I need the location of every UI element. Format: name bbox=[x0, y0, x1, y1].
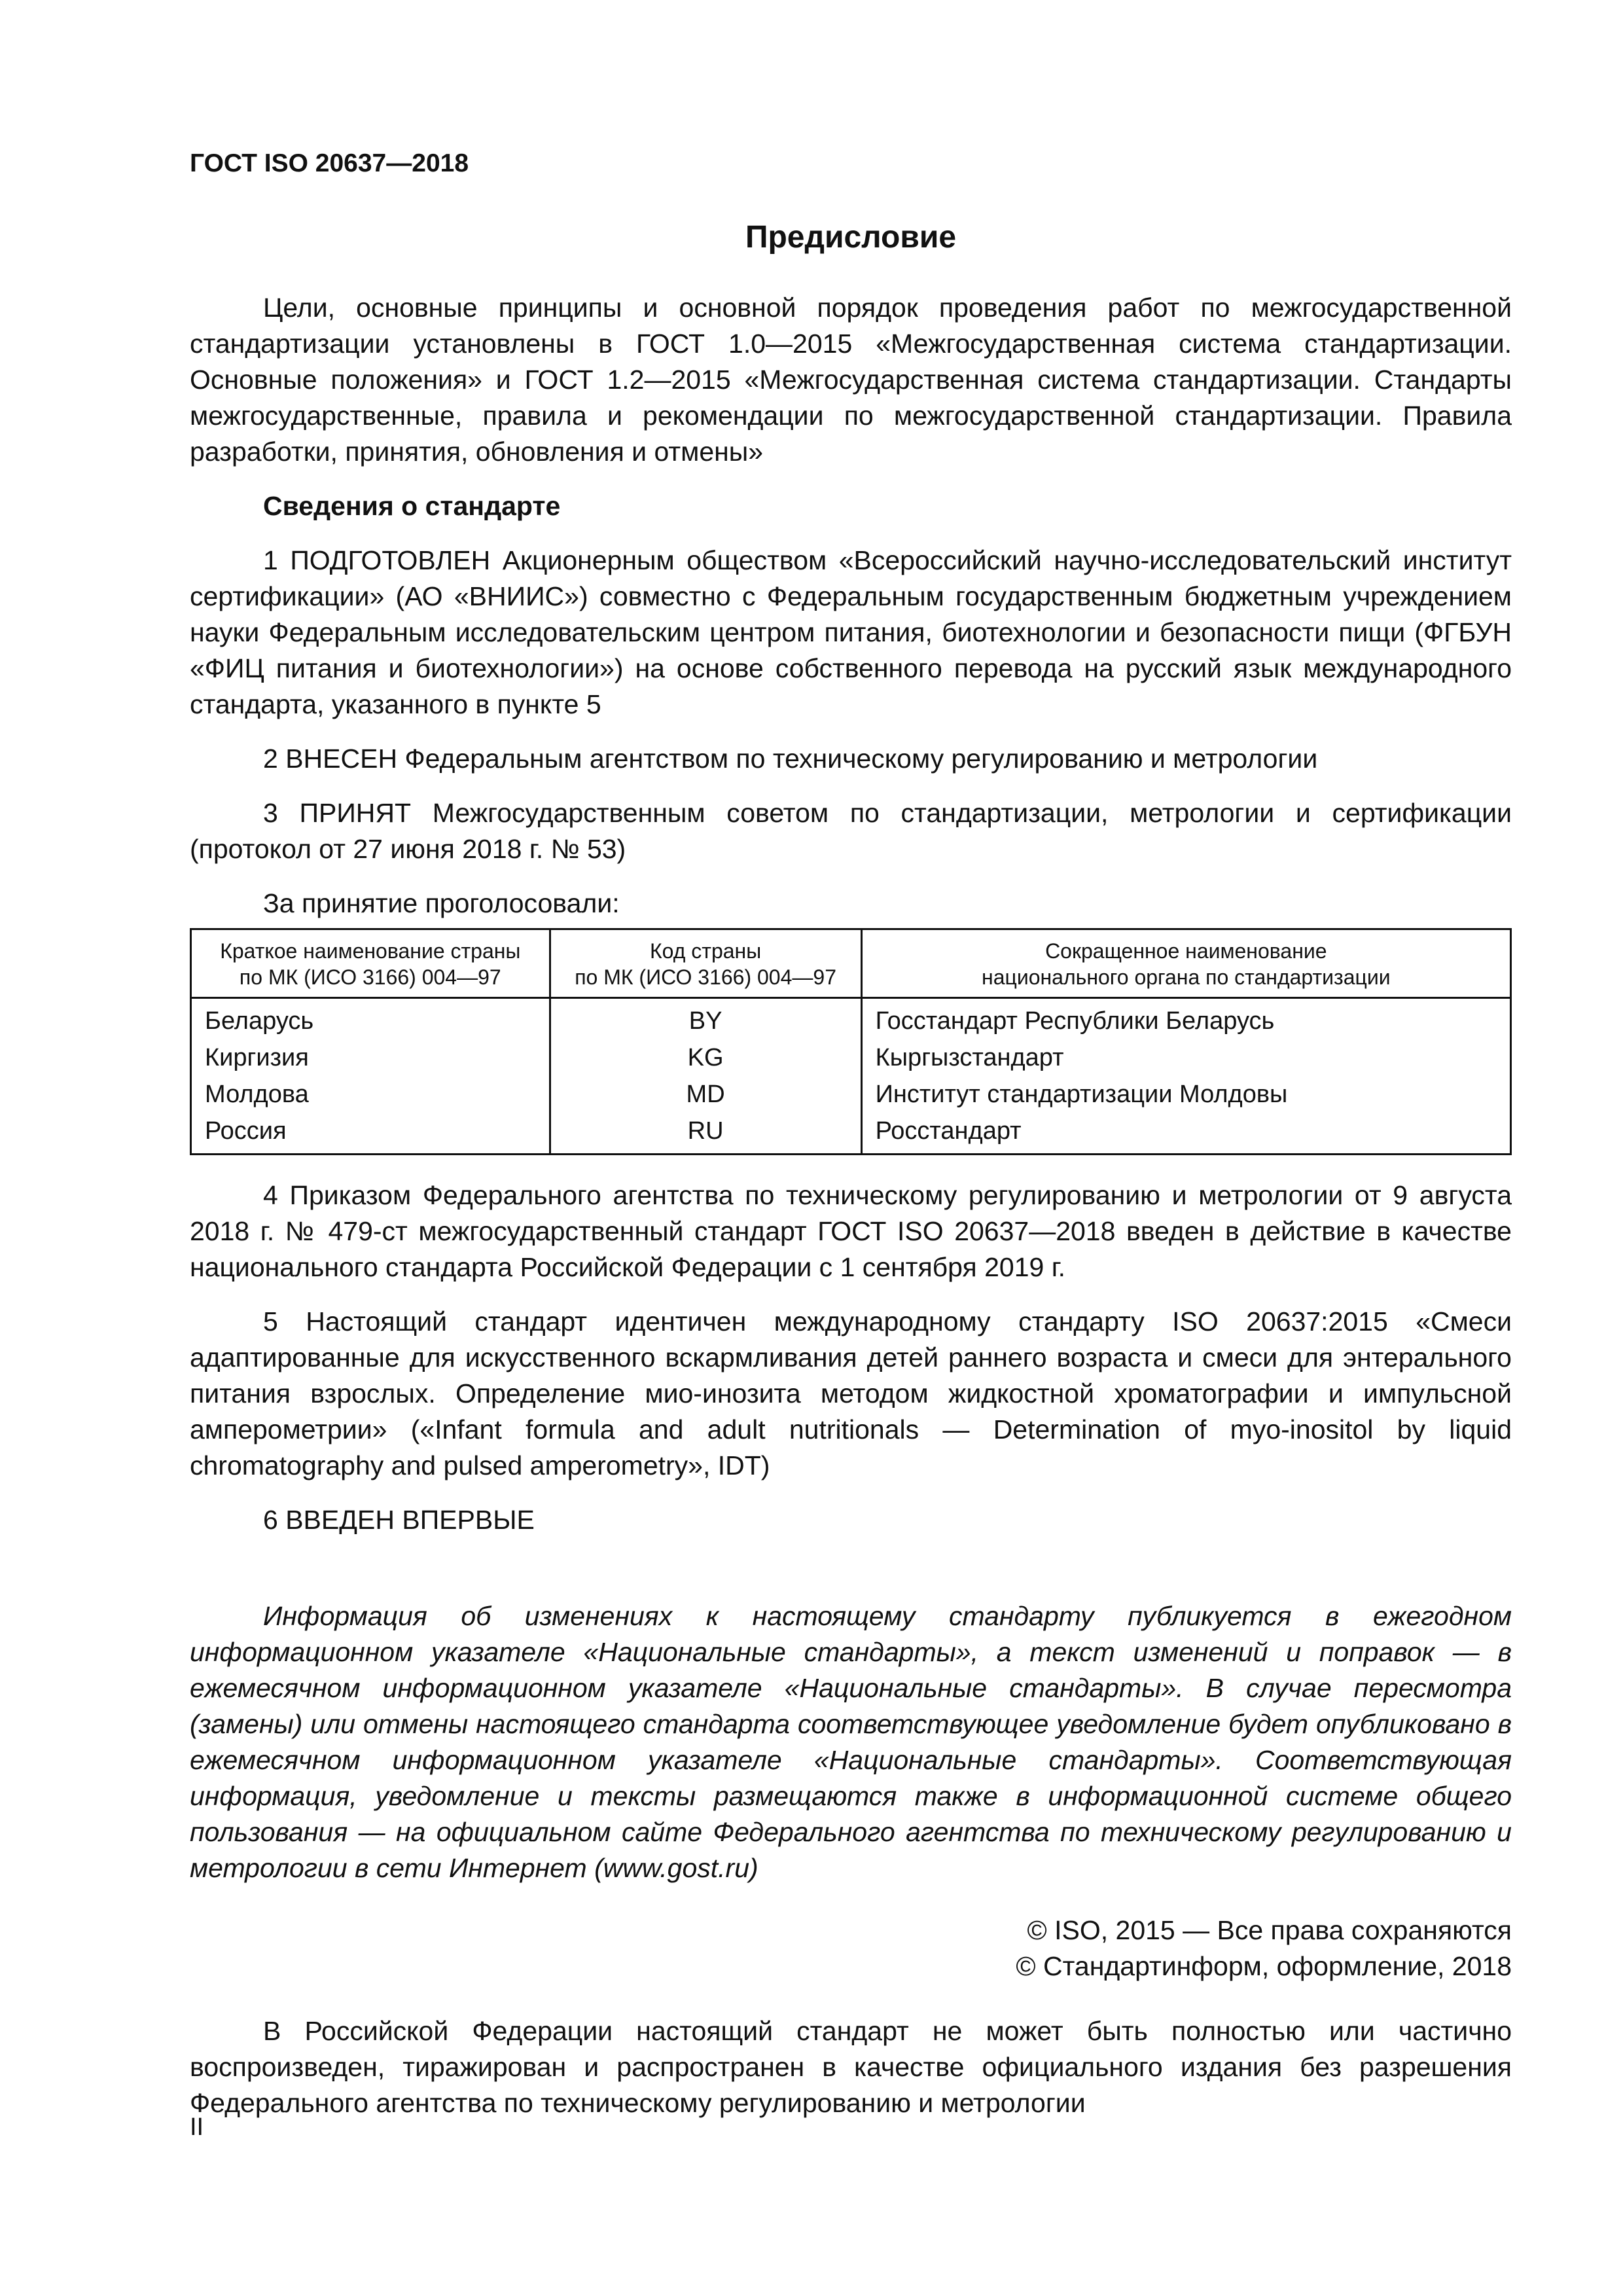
page-title: Предисловие bbox=[745, 220, 957, 255]
header-code-line2: по МК (ИСО 3166) 004—97 bbox=[575, 965, 836, 989]
copyright-iso: © ISO, 2015 — Все права сохраняются bbox=[1027, 1915, 1512, 1945]
cell-organization: Росстандарт bbox=[861, 1113, 1510, 1155]
table-row bbox=[191, 1113, 1511, 1155]
copyright-block bbox=[190, 1912, 1512, 1984]
table-header-row bbox=[191, 929, 1511, 998]
item-1-prepared: 1 ПОДГОТОВЛЕН Акционерным обществом «Всероссийский научно-исследовательский институт сертификации» (АО «ВНИИС») совместно с Федеральным государственным бюджетным учреждением науки Федеральным исследовательским центром питания, биотехнологии и безопасности пищи (ФГБУН «ФИЦ питания и биотехнологии») на основе собственного перевода на русский язык международного стандарта, указанного в пункте 5 bbox=[190, 545, 1512, 719]
cell-organization: Госстандарт Республики Беларусь bbox=[861, 998, 1510, 1040]
cell-organization: Институт стандартизации Молдовы bbox=[861, 1076, 1510, 1113]
header-code bbox=[550, 929, 861, 998]
table-row bbox=[191, 1076, 1511, 1113]
cell-country: Киргизия bbox=[191, 1039, 550, 1076]
intro-paragraph: Цели, основные принципы и основной порядок проведения работ по межгосударственной стандартизации установлены в ГОСТ 1.0—2015 «Межгосударственная система стандартизации. Основные положения» и ГОСТ 1.2—2015 «Межгосударственная система стандартизации. Стандарты межгосударственные, правила и рекомендации по межгосударственной стандартизации. Правила разработки, принятия, обновления и отмены» bbox=[190, 293, 1512, 467]
reproduction-notice: В Российской Федерации настоящий стандарт не может быть полностью или частично воспроизведен, тиражирован и распространен в качестве официального издания без разрешения Федерального агентства по техническому регулированию и метрологии bbox=[190, 2016, 1512, 2118]
item-4-order: 4 Приказом Федерального агентства по техническому регулированию и метрологии от 9 августа 2018 г. № 479-ст межгосударственный стандарт ГОСТ ISO 20637—2018 введен в действие в качестве национального стандарта Российской Федерации с 1 сентября 2019 г. bbox=[190, 1180, 1512, 1282]
info-heading: Сведения о стандарте bbox=[263, 491, 561, 521]
item-2-submitted: 2 ВНЕСЕН Федеральным агентством по техническому регулированию и метрологии bbox=[263, 744, 1318, 774]
item-3-adopted: 3 ПРИНЯТ Межгосударственным советом по стандартизации, метрологии и сертификации (протокол от 27 июня 2018 г. № 53) bbox=[190, 798, 1512, 864]
cell-code: RU bbox=[550, 1113, 861, 1155]
header-organization-line1: Сокращенное наименование bbox=[1045, 939, 1327, 963]
table-row bbox=[191, 998, 1511, 1040]
header-country bbox=[191, 929, 550, 998]
header-country-line1: Краткое наименование страны bbox=[220, 939, 521, 963]
vote-label: За принятие проголосовали: bbox=[263, 888, 620, 918]
cell-country: Беларусь bbox=[191, 998, 550, 1040]
page-number: II bbox=[190, 2113, 204, 2141]
item-5-identical: 5 Настоящий стандарт идентичен международному стандарту ISO 20637:2015 «Смеси адаптированные для искусственного вскармливания детей раннего возраста и смеси для энтерального питания взрослых. Определение мио-инозита методом жидкостной хроматографии и импульсной амперометрии» («Infant formula and adult nutritionals — Determination of myo-inositol by liquid chromatography and pulsed amperometry», IDT) bbox=[190, 1306, 1512, 1480]
cell-country: Молдова bbox=[191, 1076, 550, 1113]
header-code-line1: Код страны bbox=[650, 939, 762, 963]
document-code-header: ГОСТ ISO 20637—2018 bbox=[190, 149, 469, 177]
header-country-line2: по МК (ИСО 3166) 004—97 bbox=[239, 965, 501, 989]
cell-code: MD bbox=[550, 1076, 861, 1113]
header-organization-line2: национального органа по стандартизации bbox=[982, 965, 1391, 989]
cell-country: Россия bbox=[191, 1113, 550, 1155]
cell-organization: Кыргызстандарт bbox=[861, 1039, 1510, 1076]
header-organization bbox=[861, 929, 1510, 998]
table-row bbox=[191, 1039, 1511, 1076]
cell-code: KG bbox=[550, 1039, 861, 1076]
voting-countries-table bbox=[190, 928, 1512, 1155]
item-6-introduced: 6 ВВЕДЕН ВПЕРВЫЕ bbox=[263, 1505, 535, 1535]
amendments-notice: Информация об изменениях к настоящему стандарту публикуется в ежегодном информационном указателе «Национальные стандарты», а текст изменений и поправок — в ежемесячном информационном указателе «Национальные стандарты». В случае пересмотра (замены) или отмены настоящего стандарта соответствующее уведомление будет опубликовано в ежемесячном информационном указателе «Национальные стандарты». Соответствующая информация, уведомление и тексты размещаются также в информационной системе общего пользования — на официальном сайте Федерального агентства по техническому регулированию и метрологии в сети Интернет (www.gost.ru) bbox=[190, 1601, 1512, 1883]
copyright-standartinform: © Стандартинформ, оформление, 2018 bbox=[1016, 1951, 1512, 1981]
cell-code: BY bbox=[550, 998, 861, 1040]
